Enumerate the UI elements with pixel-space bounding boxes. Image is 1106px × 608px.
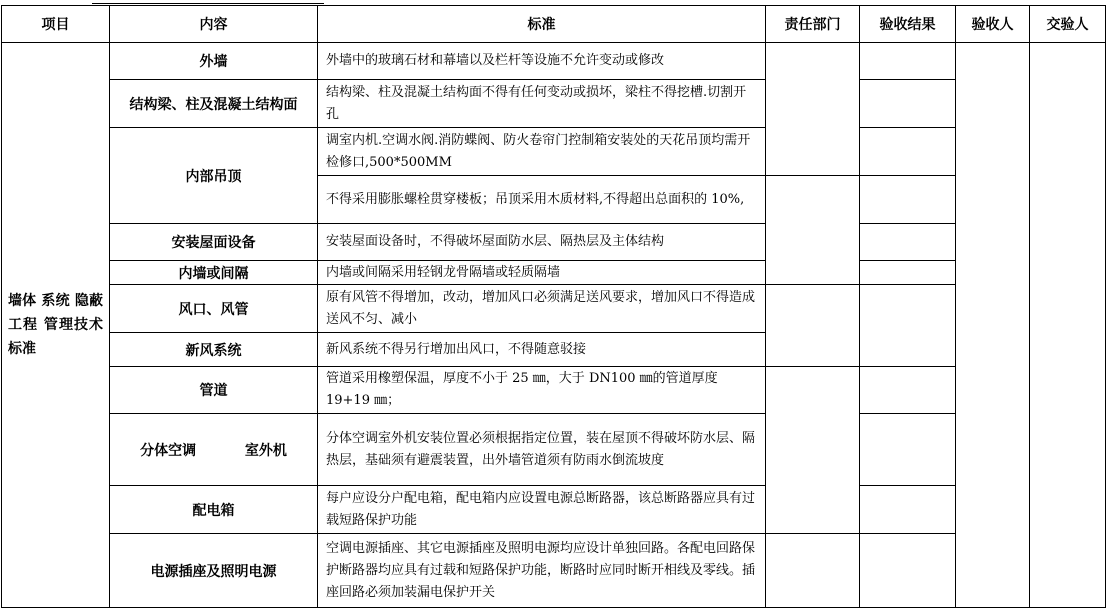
result-cell[interactable] [860,43,956,80]
table-row [2,285,1106,333]
department-cell[interactable] [766,367,860,534]
content-cell: 新风系统 [110,333,318,367]
standard-cell: 内墙或间隔采用轻钢龙骨隔墙或轻质隔墙 [318,261,766,285]
table-row [2,224,1106,261]
result-cell[interactable] [860,128,956,176]
result-cell[interactable] [860,534,956,608]
project-cell: 墙体 系统 隐蔽 工程 管理技术 标准 [2,43,110,608]
table-row [2,43,1106,80]
header-row [2,6,1106,43]
result-cell[interactable] [860,261,956,285]
result-cell[interactable] [860,285,956,367]
standard-cell: 原有风管不得增加，改动，增加风口必须满足送风要求，增加风口不得造成送风不匀、减小 [318,285,766,333]
content-cell: 管道 [110,367,318,414]
table-row [2,534,1106,608]
result-cell[interactable] [860,80,956,128]
header-project: 项目 [2,6,110,43]
result-cell[interactable] [860,224,956,261]
standard-cell: 安装屋面设备时，不得破坏屋面防水层、隔热层及主体结构 [318,224,766,261]
header-department: 责任部门 [766,6,860,43]
content-cell: 分体空调 室外机 [110,414,318,486]
table-row [2,486,1106,534]
result-cell[interactable] [860,367,956,414]
result-cell[interactable] [860,486,956,534]
top-rule [92,3,324,4]
table-row [2,80,1106,128]
standard-cell: 不得采用膨胀螺栓贯穿楼板；吊顶采用木质材料,不得超出总面积的 10%, [318,176,766,224]
inspection-table [1,5,1106,608]
table-row [2,128,1106,176]
result-cell[interactable] [860,414,956,486]
standard-cell: 每户应设分户配电箱，配电箱内应设置电源总断路器，该总断路器应具有过载短路保护功能 [318,486,766,534]
result-cell[interactable] [860,176,956,224]
department-cell[interactable] [766,43,860,176]
standard-cell: 分体空调室外机安装位置必须根据指定位置，装在屋顶不得破坏防水层、隔热层，基础须有避震装置，出外墙管道须有防雨水倒流坡度 [318,414,766,486]
content-cell: 外墙 [110,43,318,80]
department-cell[interactable] [766,534,860,608]
department-cell[interactable] [766,176,860,285]
standard-cell: 空调电源插座、其它电源插座及照明电源均应设计单独回路。各配电回路保护断路器均应具有过载和短路保护功能，断路时应同时断开相线及零线。插座回路必须加装漏电保护开关 [318,534,766,608]
standard-cell: 新风系统不得另行增加出风口，不得随意驳接 [318,333,766,367]
content-cell: 结构梁、柱及混凝土结构面 [110,80,318,128]
content-cell: 内墙或间隔 [110,261,318,285]
content-cell: 安装屋面设备 [110,224,318,261]
table-row [2,261,1106,285]
standard-cell: 结构梁、柱及混凝土结构面不得有任何变动或损坏，梁柱不得挖槽.切割开孔 [318,80,766,128]
standard-cell: 外墙中的玻璃石材和幕墙以及栏杆等设施不允许变动或修改 [318,43,766,80]
content-cell: 配电箱 [110,486,318,534]
header-receiver: 交验人 [1030,6,1106,43]
table-row [2,414,1106,486]
content-cell: 电源插座及照明电源 [110,534,318,608]
department-cell[interactable] [766,285,860,367]
header-result: 验收结果 [860,6,956,43]
header-standard: 标准 [318,6,766,43]
standard-cell: 调室内机.空调水阀.消防蝶阀、防火卷帘门控制箱安装处的天花吊顶均需开检修口,500*500MM [318,128,766,176]
content-cell: 风口、风管 [110,285,318,333]
content-cell: 内部吊顶 [110,128,318,224]
header-inspector: 验收人 [956,6,1030,43]
receiver-cell[interactable] [1030,43,1106,608]
header-content: 内容 [110,6,318,43]
inspector-cell[interactable] [956,43,1030,608]
table-row [2,367,1106,414]
standard-cell: 管道采用橡塑保温，厚度不小于 25 ㎜，大于 DN100 ㎜的管道厚度 19+19 ㎜； [318,367,766,414]
